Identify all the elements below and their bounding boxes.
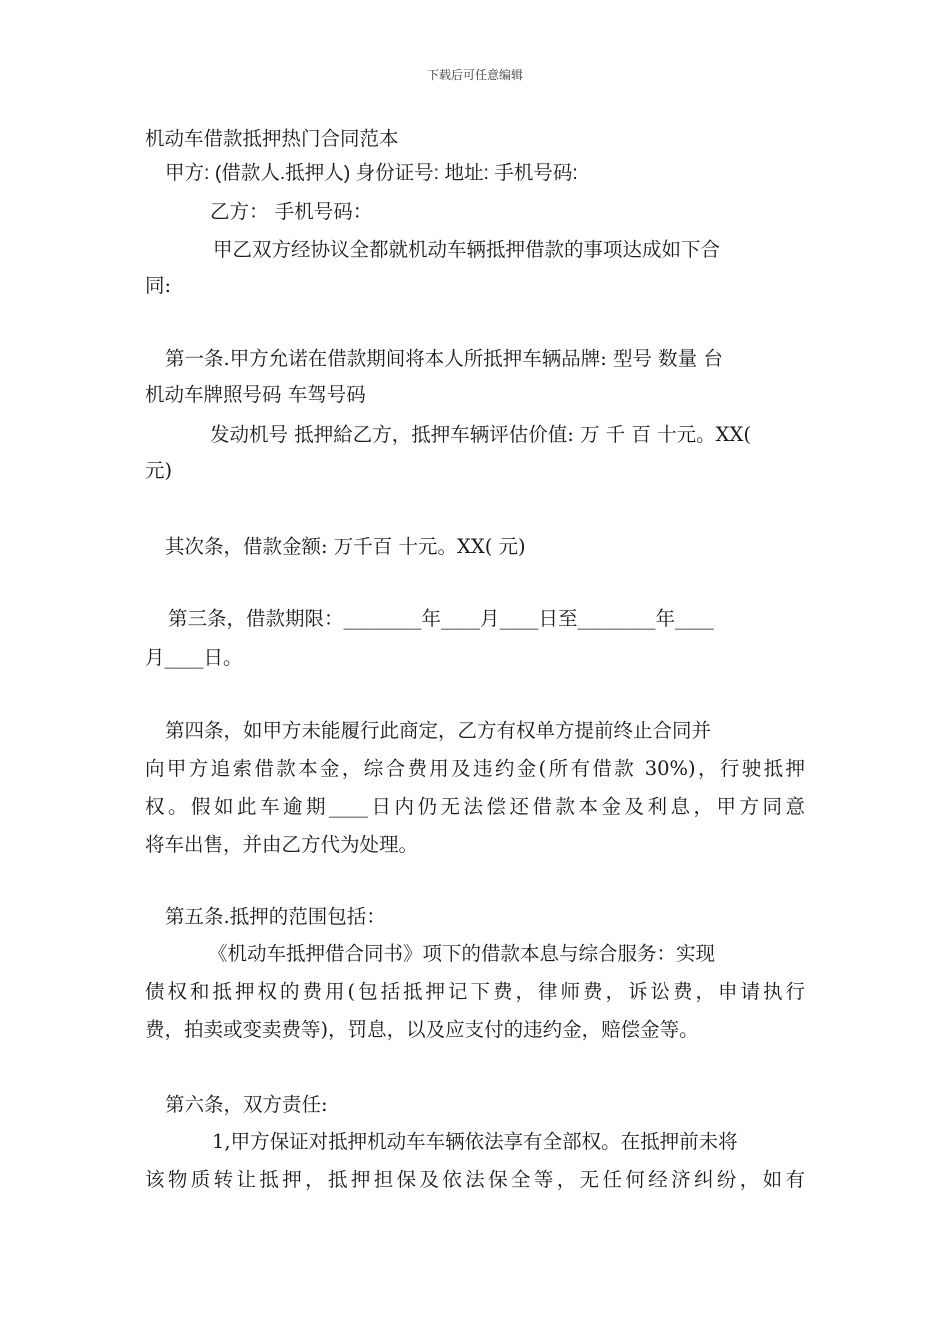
article-3-line-1: 第三条，借款期限：________年____月____日至________年____ (168, 607, 715, 630)
article-5-line-3: 费，拍卖或变卖费等)，罚息，以及应支付的违约金，赔偿金等。 (145, 1018, 699, 1041)
intro-line-1: 甲乙双方经协议全都就机动车辆抵押借款的事项达成如下合 (213, 238, 721, 261)
article-1-line-2: 机动车牌照号码 车驾号码 (145, 383, 366, 406)
article-6-title: 第六条，双方责任: (165, 1093, 328, 1116)
document-title: 机动车借款抵押热门合同范本 (145, 127, 399, 150)
article-6-line-2: 该物质转让抵押，抵押担保及依法保全等，无任何经济纠纷，如有 (145, 1168, 805, 1191)
article-2-line: 其次条，借款金额: 万千百 十元。XX( 元) (165, 535, 526, 558)
article-4-line-3: 权。假如此车逾期____日内仍无法偿还借款本金及利息，甲方同意 (145, 795, 805, 818)
party-b-line: 乙方： 手机号码： (210, 200, 373, 223)
article-4-line-2: 向甲方追索借款本金，综合费用及违约金(所有借款 30%)，行驶抵押 (145, 757, 805, 780)
article-1-line-3: 发动机号 抵押給乙方，抵押车辆评估价值: 万 千 百 十元。XX( (210, 423, 751, 446)
article-4-line-1: 第四条，如甲方未能履行此商定，乙方有权单方提前终止合同并 (165, 719, 712, 742)
article-5-line-1: 《机动车抵押借合同书》项下的借款本息与综合服务：实现 (208, 942, 716, 965)
party-a-line: 甲方: (借款人.抵押人) 身份证号: 地址: 手机号码: (165, 162, 578, 184)
article-6-line-1: 1,甲方保证对抵押机动车车辆依法享有全部权。在抵押前未将 (212, 1130, 738, 1153)
article-4-line-4: 将车出售，并由乙方代为处理。 (145, 833, 419, 856)
intro-line-2: 同: (145, 274, 172, 297)
article-1-line-1: 第一条.甲方允诺在借款期间将本人所抵押车辆品牌: 型号 数量 台 (165, 347, 723, 370)
article-3-line-2: 月____日。 (145, 646, 243, 669)
article-5-line-2: 债权和抵押权的费用(包括抵押记下费，律师费，诉讼费，申请执行 (145, 980, 805, 1003)
page-header-note: 下载后可任意编辑 (426, 68, 523, 82)
article-1-line-4: 元) (145, 459, 173, 482)
article-5-title: 第五条.抵押的范围包括： (165, 905, 386, 928)
